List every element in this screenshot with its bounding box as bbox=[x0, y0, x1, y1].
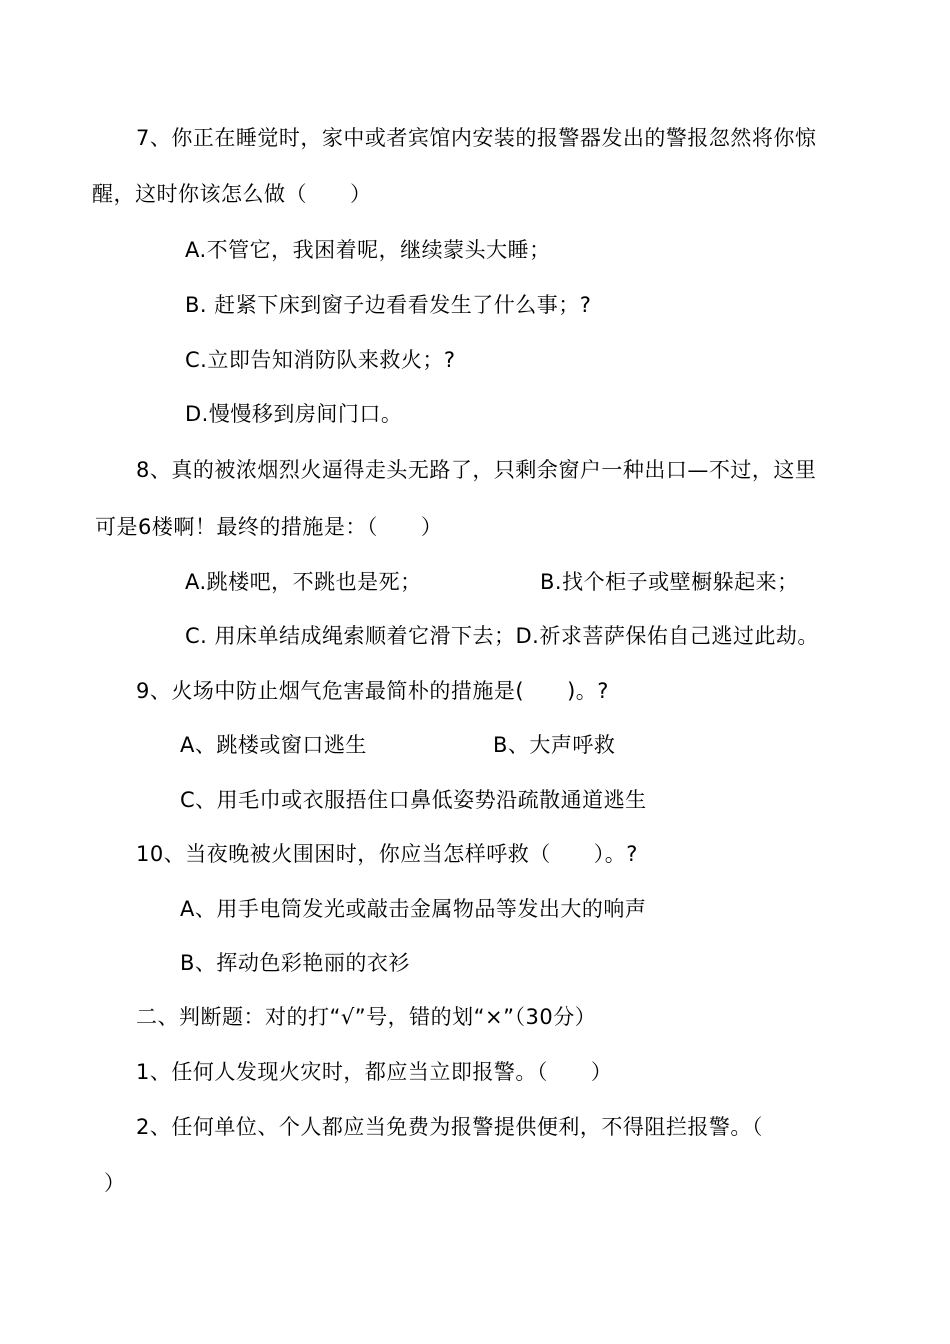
question-9-text: 9、火场中防止烟气危害最简朴的措施是( )。? bbox=[136, 679, 609, 703]
question-7-option-a: A.不管它，我困着呢，继续蒙头大睡； bbox=[185, 238, 551, 262]
judgement-1: 1、任何人发现火灾时，都应当立即报警。（ ） bbox=[136, 1060, 613, 1084]
question-8-option-b: B.找个柜子或壁橱躲起来； bbox=[540, 570, 799, 594]
question-9-option-b: B、大声呼救 bbox=[493, 733, 616, 757]
judgement-2: 2、任何单位、个人都应当免费为报警提供便利，不得阻拦报警。（ bbox=[136, 1115, 763, 1139]
question-10-text: 10、当夜晚被火围困时，你应当怎样呼救（ ）。? bbox=[136, 842, 638, 866]
question-8-option-a: A.跳楼吧，不跳也是死； bbox=[185, 570, 422, 594]
judgement-2-cont: ） bbox=[104, 1171, 126, 1195]
question-9-option-c: C、用毛巾或衣服捂住口鼻低姿势沿疏散通道逃生 bbox=[180, 788, 647, 812]
question-7-text-cont: 醒，这时你该怎么做（ ） bbox=[92, 182, 372, 206]
question-7-text: 7、你正在睡觉时，家中或者宾馆内安装的报警器发出的警报忽然将你惊 bbox=[136, 126, 817, 150]
question-7-option-d: D.慢慢移到房间门口。 bbox=[185, 402, 403, 426]
section-2-title: 二、判断题：对的打“√”号，错的划“×”（30分） bbox=[136, 1005, 597, 1029]
question-10-option-a: A、用手电筒发光或敲击金属物品等发出大的响声 bbox=[180, 897, 647, 921]
question-8-text: 8、真的被浓烟烈火逼得走头无路了，只剩余窗户一种出口—不过，这里 bbox=[136, 458, 817, 482]
question-8-text-cont: 可是6楼啊！最终的措施是：（ ） bbox=[95, 515, 443, 539]
question-8-option-cd: C. 用床单结成绳索顺着它滑下去；D.祈求菩萨保佑自己逃过此劫。 bbox=[185, 624, 819, 648]
question-7-option-c: C.立即告知消防队来救火；? bbox=[185, 348, 456, 372]
question-10-option-b: B、挥动色彩艳丽的衣衫 bbox=[180, 951, 410, 975]
question-7-option-b: B. 赶紧下床到窗子边看看发生了什么事；? bbox=[185, 293, 592, 317]
question-9-option-a: A、跳楼或窗口逃生 bbox=[180, 733, 367, 757]
